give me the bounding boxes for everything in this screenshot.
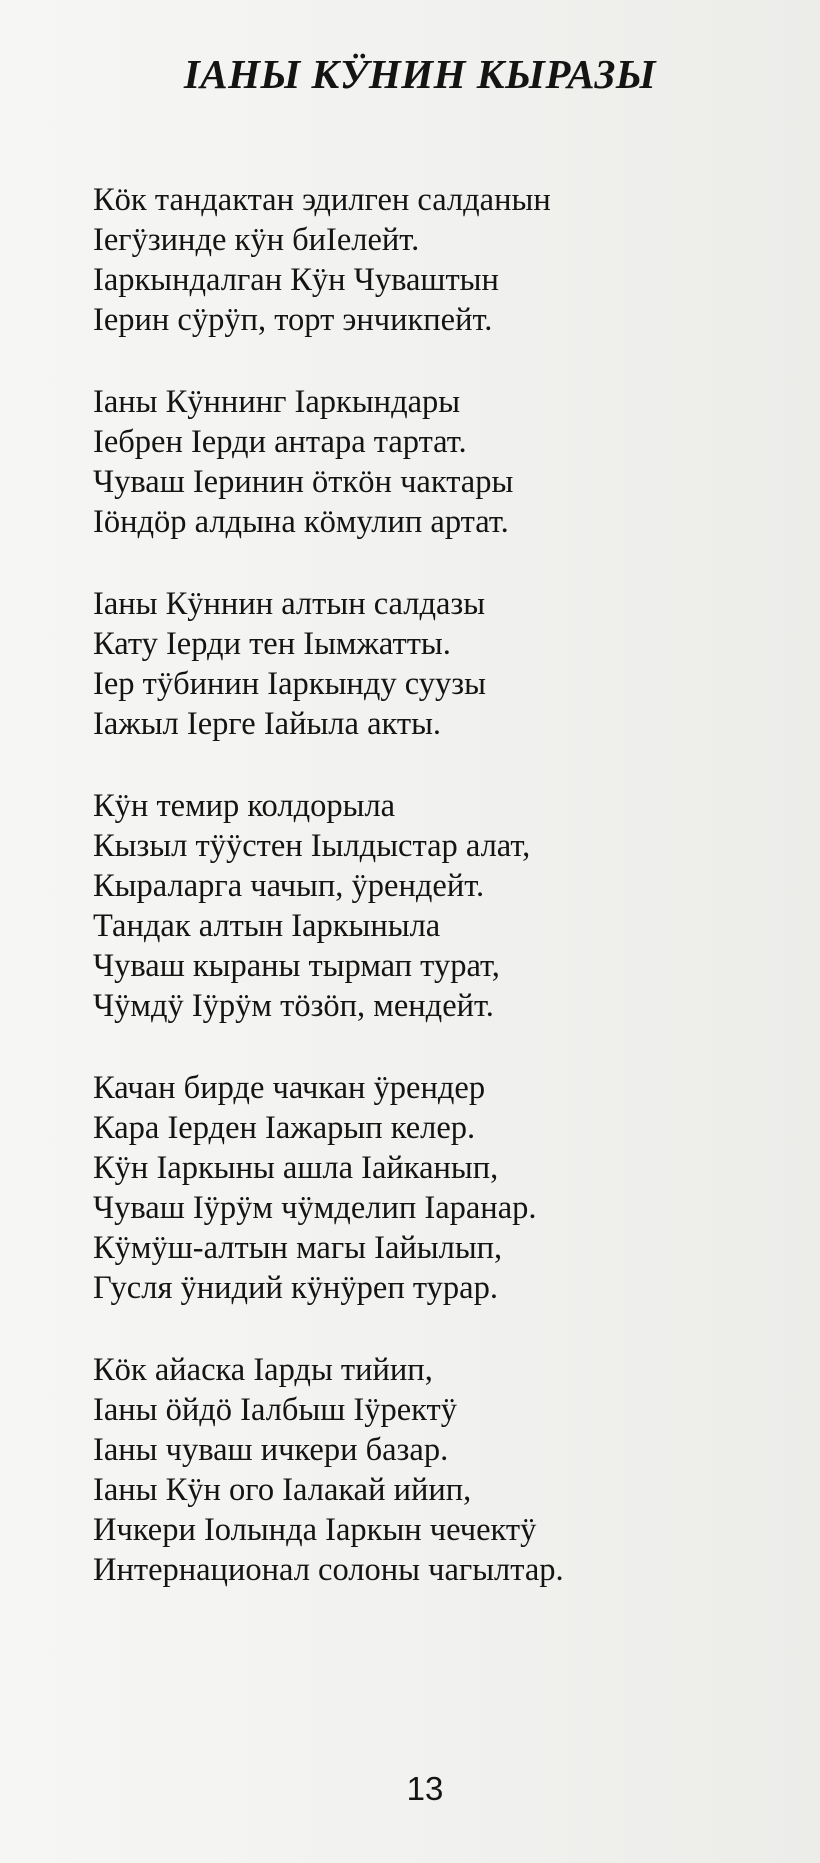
poem-line: Кӱмӱш-алтын магы Іайылып, [93,1230,503,1266]
poem-line: Іегӱзинде кӱн биІелейт. [93,222,420,258]
poem-line: Іаны чуваш ичкери базар. [93,1432,449,1468]
poem-line: Іажыл Іерге Іайыла акты. [93,706,442,742]
poem-line: Кӱн Іаркыны ашла Іайканып, [93,1150,499,1186]
poem-line: Кыраларга чачып, ӱрендейт. [93,868,485,904]
stanza [93,180,793,340]
poem-line: Іӧндӧр алдына кӧмулип артат. [93,504,509,540]
poem-line: Кӧк айаска Іарды тийип, [93,1352,433,1388]
poem-line: Кӱн темир колдорыла [93,788,396,824]
stanza [93,1068,793,1308]
poem-line: Іаны Кӱн ого Іалакай ийип, [93,1472,472,1508]
poem-line: Ичкери Іолында Іаркын чечектӱ [93,1512,537,1548]
poem-line: Интернационал солоны чагылтар. [93,1552,564,1588]
poem-line: Кызыл тӱӱстен Іылдыстар алат, [93,828,531,864]
stanza [93,1350,793,1590]
poem-body [93,180,793,1632]
poem-line: Іаны Кӱннинг Іаркындары [93,384,461,420]
poem-line: Кара Іерден Іажарып келер. [93,1110,476,1146]
poem-line: Іаркындалган Кӱн Чуваштын [93,262,499,298]
poem-line: Іебрен Іерди антара тартат. [93,424,467,460]
poem-line: Іаны Кӱннин алтын салдазы [93,586,486,622]
poem-line: Качан бирде чачкан ӱрендер [93,1070,486,1106]
poem-line: Кӧк тандактан эдилген салданын [93,182,551,218]
stanza [93,786,793,1026]
page-number: 13 [406,1770,444,1807]
poem-line: Іерин сӱрӱп, торт энчикпейт. [93,302,493,338]
poem-line: Кату Іерди тен Іымжатты. [93,626,451,662]
stanza [93,584,793,744]
poem-line: Тандак алтын Іаркыныла [93,908,441,944]
poem-line: Чӱмдӱ Іӱрӱм тӧзӧп, мендейт. [93,988,494,1024]
poem-line: Гусля ӱнидий кӱнӱреп турар. [93,1270,498,1306]
poem-line: Іаны ӧйдӧ Іалбыш Іӱректӱ [93,1392,457,1428]
poem-title: ІАНЫ КӰНИН КЫРАЗЫ [183,51,657,97]
poem-line: Чуваш Іӱрӱм чӱмделип Іаранар. [93,1190,537,1226]
poem-line: Чуваш кыраны тырмап турат, [93,948,500,984]
poem-line: Іер тӱбинин Іаркынду суузы [93,666,486,702]
poem-line: Чуваш Іеринин ӧткӧн чактары [93,464,514,500]
stanza [93,382,793,542]
